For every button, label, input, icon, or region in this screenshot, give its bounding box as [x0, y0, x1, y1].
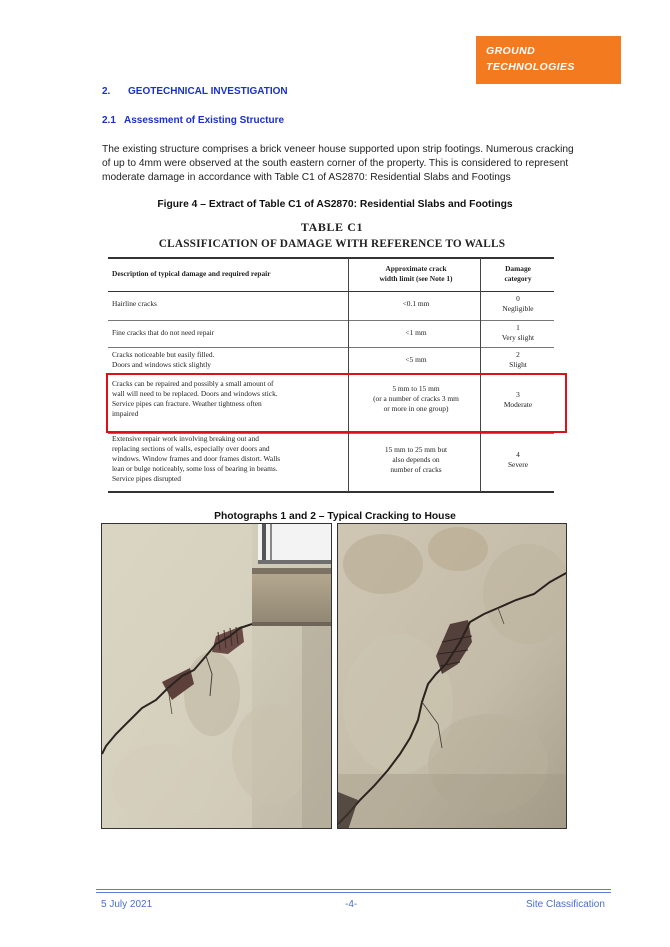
table-subtitle: CLASSIFICATION OF DAMAGE WITH REFERENCE TO WALLS	[158, 238, 506, 250]
moderate-damage-highlight-box	[106, 373, 567, 433]
row4-width-line1: 15 mm to 25 mm but	[384, 445, 448, 454]
row0-category-label: Negligible	[502, 304, 534, 313]
row4-width-line2: also depends on	[392, 455, 440, 464]
header-crack-width-line1: Approximate crack	[385, 264, 447, 273]
row4-description-line3: windows. Window frames and door frames distort. Walls	[112, 454, 281, 463]
header-description: Description of typical damage and required repair	[112, 269, 271, 278]
row3-description-line4: impaired	[112, 409, 139, 418]
row-divider	[108, 320, 554, 321]
row2-category-label: Slight	[509, 360, 527, 369]
row3-description-line3: Service pipes can fracture. Weather tightness often	[112, 399, 262, 408]
row3-width-line3: or more in one group)	[383, 404, 449, 413]
photograph-1	[101, 523, 332, 829]
cracked-wall-closeup-image	[338, 524, 567, 829]
row1-category-label: Very slight	[501, 333, 535, 342]
logo-line2: TECHNOLOGIES	[486, 61, 575, 73]
row4-category-label: Severe	[507, 460, 529, 469]
section-number: 2.	[102, 86, 111, 97]
row1-width: <1 mm	[405, 328, 427, 337]
subsection-title: Assessment of Existing Structure	[124, 115, 285, 126]
footer-rule	[96, 892, 611, 893]
row4-description-line1: Extensive repair work involving breaking out and	[112, 434, 259, 443]
row2-description-line1: Cracks noticeable but easily filled.	[112, 350, 215, 359]
row3-category-number: 3	[516, 390, 520, 399]
body-paragraph: The existing structure comprises a brick veneer house supported upon strip footings. Numerous cracking of up to 4mm were observed at the south eastern corner of the property. This is considered to represent moderate damage in accordance with Table C1 of AS2870: Residential Slabs and Footings	[102, 144, 574, 183]
header-category-line2: category	[504, 274, 532, 283]
row0-description: Hairline cracks	[112, 299, 157, 308]
header-category-line1: Damage	[505, 264, 531, 273]
row3-description-line1: Cracks can be repaired and possibly a small amount of	[112, 379, 274, 388]
cracked-wall-image	[102, 524, 332, 829]
company-logo	[476, 36, 621, 84]
section-heading	[102, 86, 288, 97]
subsection-number: 2.1	[102, 115, 116, 126]
row1-category-number: 1	[516, 323, 520, 332]
photograph-2	[337, 523, 567, 829]
table-header-rule	[108, 291, 554, 292]
footer-document-title: Site Classification	[526, 899, 605, 910]
logo-line1: GROUND	[486, 45, 536, 57]
row3-category-label: Moderate	[503, 400, 533, 409]
row4-width-line3: number of cracks	[390, 465, 442, 474]
row-divider	[108, 347, 554, 348]
table-top-rule	[108, 257, 554, 259]
row4-description-line5: Service pipes disrupted	[112, 474, 181, 483]
damage-classification-table	[108, 216, 556, 496]
row3-width-line2: (or a number of cracks 3 mm	[373, 394, 459, 403]
figure-caption: Figure 4 – Extract of Table C1 of AS2870: Residential Slabs and Footings	[157, 199, 513, 210]
footer-page-number: -4-	[345, 899, 358, 910]
row2-description-line2: Doors and windows stick slightly	[112, 360, 211, 369]
row4-description-line2: replacing sections of walls, especially over doors and	[112, 444, 270, 453]
subsection-heading	[102, 115, 284, 126]
row2-category-number: 2	[516, 350, 520, 359]
row3-description-line2: wall will need to be replaced. Doors and windows stick.	[112, 389, 278, 398]
row0-width: <0.1 mm	[402, 299, 430, 308]
header-crack-width-line2: width limit (see Note 1)	[379, 274, 453, 283]
table-bottom-rule	[108, 491, 554, 493]
footer-date: 5 July 2021	[101, 899, 153, 910]
row2-width: <5 mm	[405, 355, 427, 364]
row4-category-number: 4	[516, 450, 520, 459]
row3-width-line1: 5 mm to 15 mm	[392, 384, 440, 393]
row1-description: Fine cracks that do not need repair	[112, 328, 215, 337]
row0-category-number: 0	[516, 294, 520, 303]
section-title: GEOTECHNICAL INVESTIGATION	[128, 86, 288, 97]
photo-caption: Photographs 1 and 2 – Typical Cracking to House	[214, 511, 456, 522]
row4-description-line4: lean or bulge noticeably, some loss of bearing in beams.	[112, 464, 278, 473]
footer-rule	[96, 889, 611, 890]
table-title: TABLE C1	[300, 220, 364, 234]
